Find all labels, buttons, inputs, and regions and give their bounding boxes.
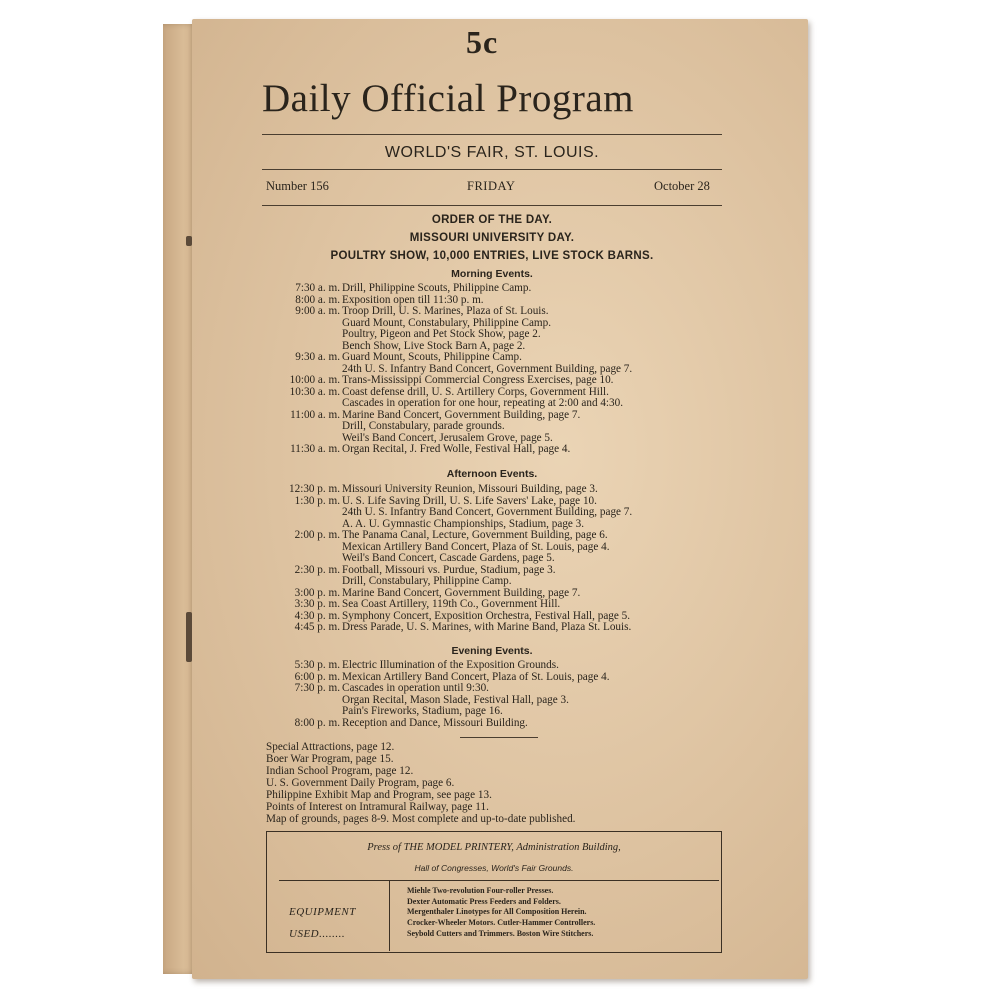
- event-description: [342, 683, 569, 718]
- event-line: Sea Coast Artillery, 119th Co., Government Hill.: [342, 598, 561, 610]
- event-description: [342, 530, 610, 565]
- event-description: [342, 496, 632, 531]
- event-time: 2:00 p. m.: [294, 529, 340, 541]
- press-location: Hall of Congresses, World's Fair Grounds.: [414, 863, 574, 873]
- event-line: Weil's Band Concert, Cascade Gardens, page 5.: [342, 552, 555, 564]
- extras-list: [266, 741, 575, 825]
- event-line: Mexican Artillery Band Concert, Plaza of St. Louis, page 4.: [342, 540, 610, 553]
- staple-top: [186, 236, 192, 246]
- event-line: Weil's Band Concert, Jerusalem Grove, page 5.: [342, 431, 553, 444]
- extra-item: U. S. Government Daily Program, page 6.: [266, 777, 455, 789]
- event-row: [260, 352, 730, 375]
- event-line: Guard Mount, Scouts, Philippine Camp.: [342, 351, 522, 363]
- event-description: [342, 375, 613, 387]
- equipment-item: Crocker-Wheeler Motors. Cutler-Hammer Controllers.: [407, 918, 596, 928]
- event-line: Cascades in operation for one hour, repeating at 2:00 and 4:30.: [342, 397, 624, 409]
- event-time: 2:30 p. m.: [294, 563, 340, 576]
- event-description: [342, 387, 623, 410]
- event-description: [342, 718, 528, 730]
- price: 5c: [466, 24, 499, 60]
- extra-item: Special Attractions, page 12.: [266, 741, 395, 753]
- event-time: 1:30 p. m.: [294, 494, 340, 507]
- event-row: [260, 283, 730, 295]
- event-line: Dress Parade, U. S. Marines, with Marine Band, Plaza St. Louis.: [342, 621, 632, 633]
- event-description: [342, 599, 560, 611]
- event-line: Guard Mount, Constabulary, Philippine Camp.: [342, 316, 552, 329]
- event-line: Marine Band Concert, Government Building, page 7.: [342, 586, 581, 599]
- event-description: [342, 352, 632, 375]
- event-line: Organ Recital, Mason Slade, Festival Hall, page 3.: [342, 693, 569, 706]
- extra-item: Indian School Program, page 12.: [266, 765, 414, 777]
- event-line: Drill, Philippine Scouts, Philippine Camp.: [342, 282, 532, 294]
- event-time: 10:30 a. m.: [289, 385, 340, 398]
- evening-events: [260, 660, 730, 729]
- event-row: [260, 387, 730, 410]
- event-line: Trans-Mississippi Commercial Congress Exercises, page 10.: [342, 374, 614, 386]
- event-row: [260, 622, 730, 634]
- event-line: The Panama Canal, Lecture, Government Building, page 6.: [342, 529, 608, 541]
- event-time: 9:30 a. m.: [295, 351, 340, 363]
- subtitle-rule: [262, 169, 722, 170]
- event-time: 6:00 p. m.: [294, 670, 340, 683]
- event-time: 7:30 a. m.: [295, 282, 340, 294]
- event-description: [342, 484, 598, 496]
- event-time: 9:00 a. m.: [295, 305, 340, 317]
- equipment-label-line1: EQUIPMENT: [289, 906, 356, 918]
- event-line: Symphony Concert, Exposition Orchestra, Festival Hall, page 5.: [342, 609, 631, 622]
- event-row: [260, 599, 730, 611]
- extra-item: Points of Interest on Intramural Railway, page 11.: [266, 801, 489, 813]
- event-row: [260, 530, 730, 565]
- page-title: Daily Official Program: [262, 77, 635, 120]
- event-time: 8:00 a. m.: [295, 293, 340, 306]
- issue-day: FRIDAY: [467, 179, 516, 193]
- event-time: 11:30 a. m.: [290, 443, 340, 455]
- event-line: Mexican Artillery Band Concert, Plaza of St. Louis, page 4.: [342, 670, 610, 683]
- event-time: 7:30 p. m.: [294, 682, 340, 694]
- event-row: [260, 565, 730, 588]
- press-credit: Press of THE MODEL PRINTERY, Administration Building,: [367, 842, 621, 853]
- evening-heading: Evening Events.: [451, 645, 533, 657]
- event-line: Electric Illumination of the Exposition Grounds.: [342, 659, 559, 671]
- event-line: Football, Missouri vs. Purdue, Stadium, page 3.: [342, 563, 556, 576]
- event-line: Bench Show, Live Stock Barn A, page 2.: [342, 339, 526, 352]
- afternoon-heading: Afternoon Events.: [446, 468, 538, 480]
- equipment-divider: [389, 881, 390, 951]
- event-description: [342, 622, 631, 634]
- event-line: Reception and Dance, Missouri Building.: [342, 716, 528, 729]
- event-time: 4:45 p. m.: [294, 621, 340, 633]
- event-row: [260, 496, 730, 531]
- event-row: [260, 306, 730, 352]
- event-description: [342, 565, 556, 588]
- event-line: Coast defense drill, U. S. Artillery Corps, Government Hill.: [342, 385, 609, 398]
- issue-number: Number 156: [266, 179, 329, 193]
- title-rule: [262, 134, 722, 135]
- event-time: 12:30 p. m.: [289, 483, 340, 495]
- extra-item: Philippine Exhibit Map and Program, see page 13.: [266, 789, 492, 801]
- event-row: [260, 444, 730, 456]
- event-line: 24th U. S. Infantry Band Concert, Government Building, page 7.: [342, 506, 633, 518]
- event-line: U. S. Life Saving Drill, U. S. Life Savers' Lake, page 10.: [342, 494, 597, 507]
- meta-rule: [262, 205, 722, 206]
- event-row: [260, 410, 730, 445]
- extra-item: Boer War Program, page 15.: [266, 753, 394, 765]
- event-description: [342, 283, 531, 295]
- equipment-label: [289, 901, 356, 945]
- equipment-item: Dexter Automatic Press Feeders and Folders.: [407, 896, 561, 906]
- event-time: 8:00 p. m.: [294, 716, 340, 729]
- equipment-item: Mergenthaler Linotypes for All Composition Herein.: [407, 907, 587, 917]
- order-heading: ORDER OF THE DAY.: [431, 214, 553, 226]
- staple-bottom: [186, 612, 192, 662]
- day-name: MISSOURI UNIVERSITY DAY.: [409, 232, 575, 244]
- extra-item: Map of grounds, pages 8-9. Most complete and up-to-date published.: [266, 813, 576, 825]
- events-end-rule: [460, 737, 538, 738]
- event-time: 5:30 p. m.: [294, 659, 340, 671]
- event-row: [260, 683, 730, 718]
- issue-date: October 28: [654, 179, 710, 193]
- event-row: [260, 718, 730, 730]
- event-line: Organ Recital, J. Fred Wolle, Festival Hall, page 4.: [342, 443, 571, 455]
- equipment-item: Seybold Cutters and Trimmers. Boston Wire Stitchers.: [407, 928, 594, 938]
- afternoon-events: [260, 484, 730, 634]
- event-line: Cascades in operation until 9:30.: [342, 682, 489, 694]
- poultry-notice: POULTRY SHOW, 10,000 ENTRIES, LIVE STOCK BARNS.: [330, 250, 654, 262]
- press-box: [266, 831, 722, 953]
- event-line: Exposition open till 11:30 p. m.: [342, 293, 484, 306]
- equipment-box: [279, 880, 719, 951]
- event-row: [260, 660, 730, 672]
- event-line: Poultry, Pigeon and Pet Stock Show, page 2.: [342, 328, 541, 340]
- event-time: 10:00 a. m.: [289, 374, 340, 386]
- event-line: A. A. U. Gymnastic Championships, Stadium, page 3.: [342, 517, 585, 530]
- equipment-item: Miehle Two-revolution Four-roller Presses.: [407, 886, 554, 895]
- event-row: [260, 484, 730, 496]
- event-line: Drill, Constabulary, parade grounds.: [342, 420, 505, 432]
- event-line: Pain's Fireworks, Stadium, page 16.: [342, 705, 503, 717]
- event-line: Marine Band Concert, Government Building, page 7.: [342, 408, 581, 421]
- event-description: [342, 444, 570, 456]
- event-description: [342, 660, 559, 672]
- event-description: [342, 410, 580, 445]
- event-time: 4:30 p. m.: [294, 609, 340, 622]
- equipment-label-line2: USED........: [289, 928, 346, 940]
- equipment-list: [407, 886, 595, 940]
- event-description: [342, 306, 551, 352]
- event-line: Drill, Constabulary, Philippine Camp.: [342, 575, 512, 587]
- event-line: Missouri University Reunion, Missouri Building, page 3.: [342, 483, 598, 495]
- event-line: 24th U. S. Infantry Band Concert, Government Building, page 7.: [342, 362, 633, 375]
- morning-events: [260, 283, 730, 456]
- event-row: [260, 375, 730, 387]
- morning-heading: Morning Events.: [451, 268, 533, 280]
- page-subtitle: WORLD'S FAIR, ST. LOUIS.: [384, 144, 600, 161]
- event-time: 3:00 p. m.: [294, 586, 340, 599]
- event-time: 3:30 p. m.: [294, 598, 340, 610]
- event-line: Troop Drill, U. S. Marines, Plaza of St. Louis.: [342, 305, 549, 317]
- event-time: 11:00 a. m.: [290, 408, 340, 421]
